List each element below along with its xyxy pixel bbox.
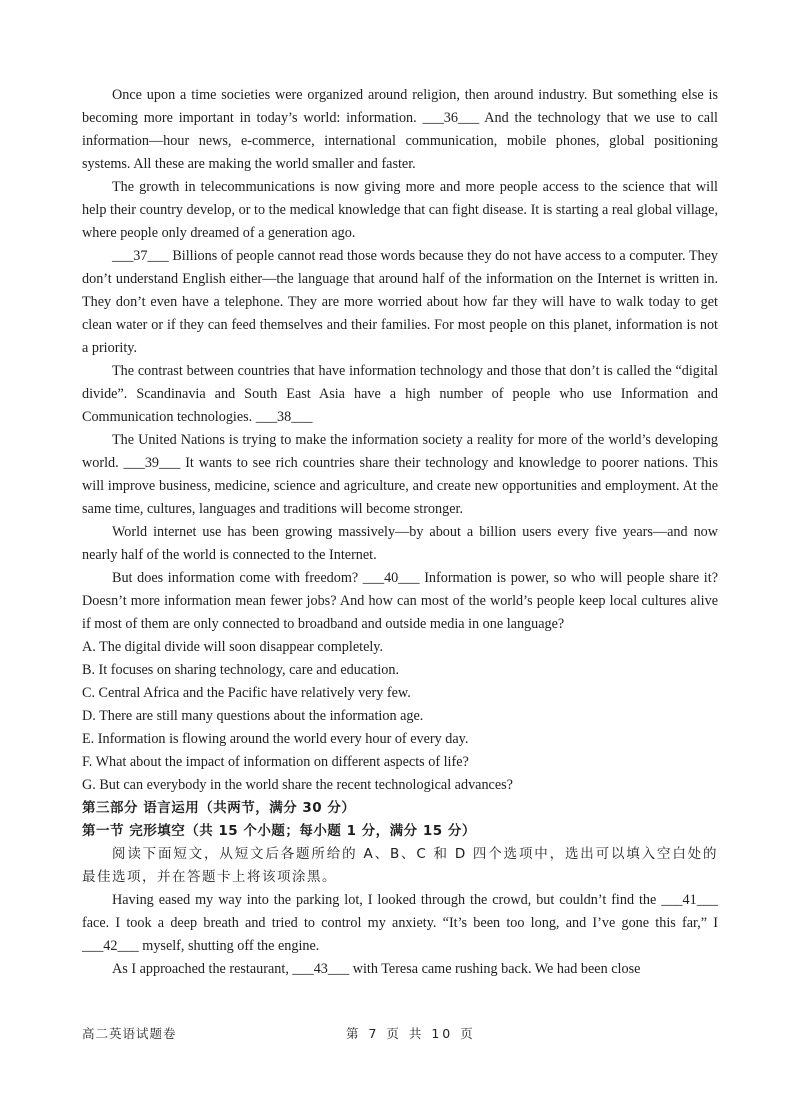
part-title: 第三部分 语言运用（共两节，满分 30 分）	[82, 800, 356, 816]
cloze-paragraph-2: As I approached the restaurant, ___43___ with Teresa came rushing back. We had been close	[112, 961, 641, 977]
page-number: 第 7 页 共 10 页	[346, 1026, 476, 1041]
option-a: A. The digital divide will soon disappear completely.	[82, 639, 384, 655]
option-b: B. It focuses on sharing technology, care and education.	[82, 662, 400, 678]
passage-paragraph-6: World internet use has been growing massively—by about a billion users every five years—and now nearly half of the world is connected to the Internet.	[82, 524, 718, 563]
passage-paragraph-1: Once upon a time societies were organized around religion, then around industry. But something else is becoming more important in today’s world: information. ___36___ And the technology that we use to call information—hour news, e-commerce, international communication, mobile phones, global positioning systems. All these are making the world smaller and faster.	[82, 87, 718, 172]
option-f: F. What about the impact of information on different aspects of life?	[82, 754, 469, 770]
option-c: C. Central Africa and the Pacific have relatively very few.	[82, 685, 411, 701]
page-footer	[82, 1022, 718, 1042]
passage-paragraph-5: The United Nations is trying to make the information society a reality for more of the world’s developing world. ___39___ It wants to see rich countries share their technology and knowledge to poorer nations. This will improve business, medicine, science and agriculture, and create new opportunities and employment. At the same time, cultures, languages and traditions will become stronger.	[82, 432, 718, 517]
passage-paragraph-7: But does information come with freedom? ___40___ Information is power, so who will people share it? Doesn’t more information mean fewer jobs? And how can most of the world’s people keep local cultures alive if most of them are only connected to broadband and outside media in one language?	[82, 570, 718, 632]
answer-options	[82, 636, 718, 797]
passage-paragraph-4: The contrast between countries that have information technology and those that don’t is called the “digital divide”. Scandinavia and South East Asia have a high number of people who use Information and Communication technologies. ___38___	[82, 363, 718, 425]
option-d: D. There are still many questions about the information age.	[82, 708, 424, 724]
option-e: E. Information is flowing around the world every hour of every day.	[82, 731, 469, 747]
option-g: G. But can everybody in the world share the recent technological advances?	[82, 777, 513, 793]
cloze-instruction: 阅读下面短文，从短文后各题所给的 A、B、C 和 D 四个选项中，选出可以填入空白处的最佳选项，并在答题卡上将该项涂黑。	[82, 846, 718, 885]
section-title: 第一节 完形填空（共 15 个小题；每小题 1 分，满分 15 分）	[82, 823, 476, 839]
cloze-paragraph-1: Having eased my way into the parking lot, I looked through the crowd, but couldn’t find the ___41___ face. I took a deep breath and tried to control my anxiety. “It’s been too long, and I’ve gone this far,” I ___42___ myself, shutting off the engine.	[82, 892, 718, 954]
passage-paragraph-2: The growth in telecommunications is now giving more and more people access to the science that will help their country develop, or to the medical knowledge that can fight disease. It is starting a real global village, where people only dreamed of a generation ago.	[82, 179, 718, 241]
exam-name: 高二英语试题卷	[82, 1026, 177, 1041]
passage-paragraph-3: ___37___ Billions of people cannot read those words because they do not have access to a computer. They don’t understand English either—the language that around half of the information on the Internet is written in. They don’t even have a telephone. They are more worried about how far they will have to walk today to get clean water or if they can feed themselves and their families. For most people on this planet, information is not a priority.	[82, 248, 718, 356]
page-content	[82, 84, 718, 981]
